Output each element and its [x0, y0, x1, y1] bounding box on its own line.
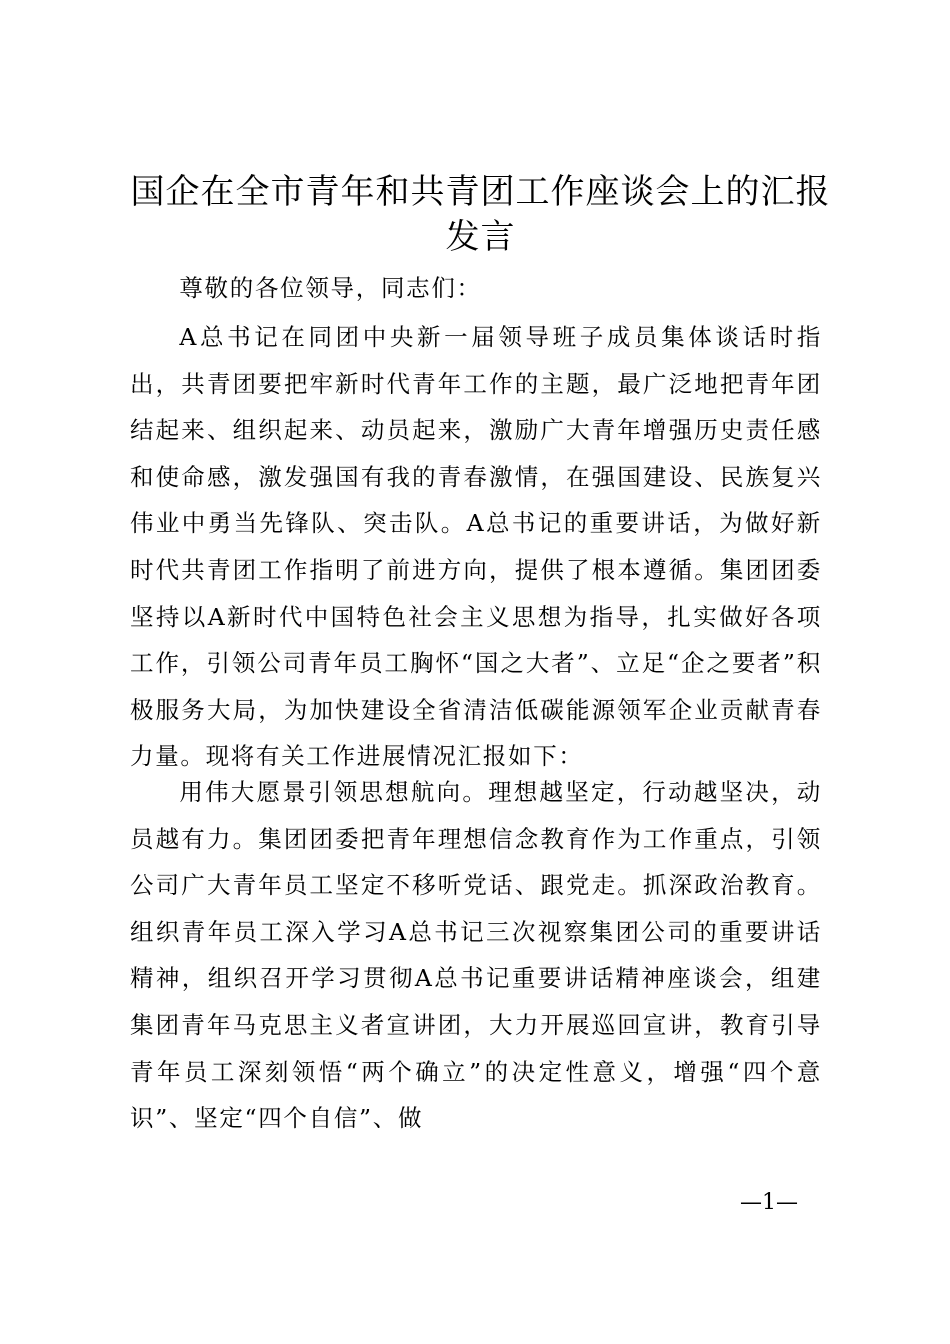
body-paragraph-1: A总书记在同团中央新一届领导班子成员集体谈话时指出，共青团要把牢新时代青年工作的主题，最广泛地把青年团结起来、组织起来、动员起来，激励广大青年增强历史责任感和使命感，激发强国有我的青春激情，在强国建设、民族复兴伟业中勇当先锋队、突击队。A总书记的重要讲话，为做好新时代共青团工作指明了前进方向，提供了根本遵循。集团团委坚持以A新时代中国特色社会主义思想为指导，扎实做好各项工作，引领公司青年员工胸怀“国之大者”、立足“企之要者”积极服务大局，为加快建设全省清洁低碳能源领军企业贡献青春力量。现将有关工作进展情况汇报如下： — [130, 323, 822, 771]
document-title: 国企在全市青年和共青团工作座谈会上的汇报发言 — [130, 172, 831, 257]
salutation: 尊敬的各位领导，同志们： — [179, 274, 482, 302]
body-paragraph-2: 用伟大愿景引领思想航向。理想越坚定，行动越坚决，动员越有力。集团团委把青年理想信念教育作为工作重点，引领公司广大青年员工坚定不移听党话、跟党走。抓深政治教育。组织青年员工深入学习A总书记三次视察集团公司的重要讲话精神，组织召开学习贯彻A总书记重要讲话精神座谈会，组建集团青年马克思主义者宣讲团，大力开展巡回宣讲，教育引导青年员工深刻领悟“两个确立”的决定性意义，增强“四个意识”、坚定“四个自信”、做 — [130, 778, 822, 1133]
page-number: —1— — [740, 1190, 798, 1215]
